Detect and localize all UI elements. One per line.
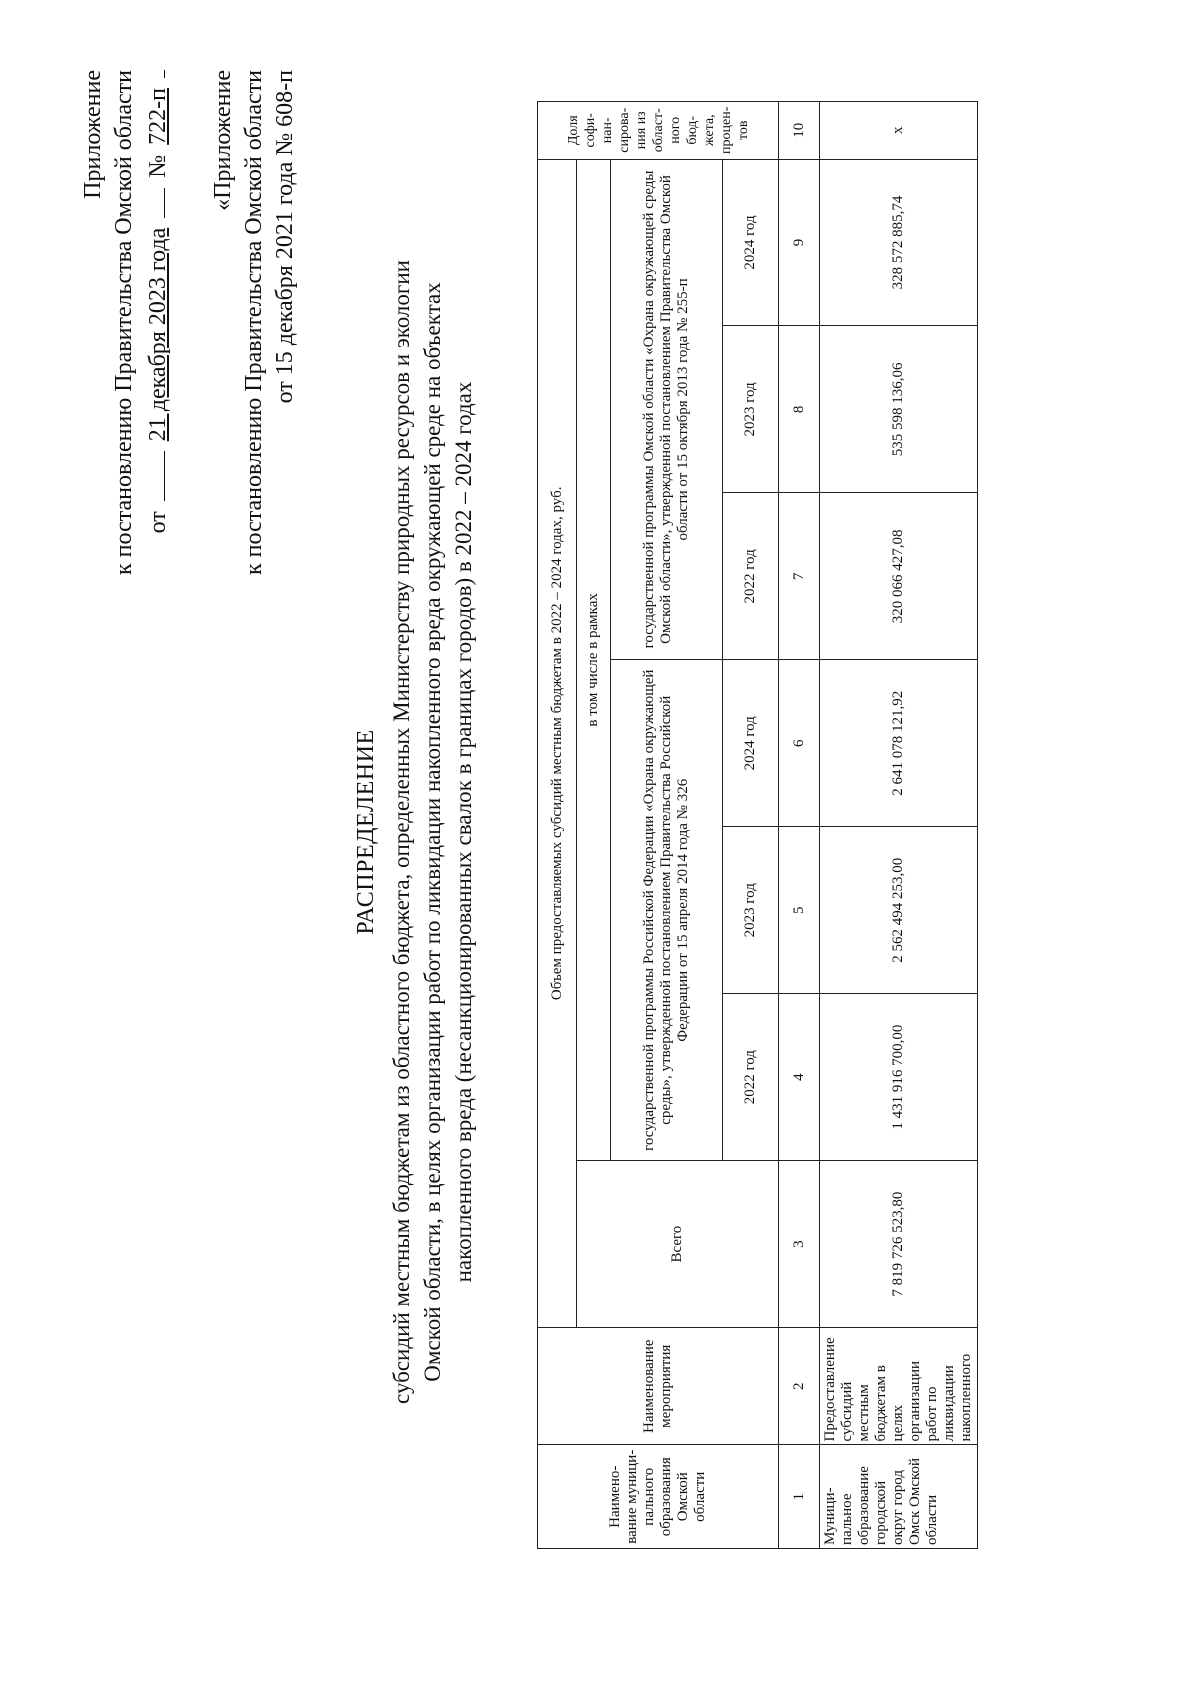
header-municipality: Наимено-вание муници-пального образования Омской области: [538, 1445, 779, 1549]
column-number: 6: [779, 660, 820, 827]
subtitle-line-3: накопленного вреда (несанкционированных свалок в границах городов) в 2022 – 2024 годах: [451, 381, 476, 1283]
row-fed-2022: 1 431 916 700,00: [820, 994, 978, 1161]
column-number: 9: [779, 159, 820, 326]
row-reg-2024: 328 572 885,74: [820, 159, 978, 326]
year-header: 2023 год: [723, 326, 779, 493]
document-title-block: [350, 157, 479, 1507]
column-number: 1: [779, 1445, 820, 1549]
appendix-label: Приложение: [80, 70, 106, 199]
resolution-reference: к постановлению Правительства Омской области: [111, 70, 137, 576]
blank-line: [140, 451, 165, 501]
year-header: 2023 год: [723, 827, 779, 994]
column-number: 3: [779, 1161, 820, 1328]
resolution-date-number: [140, 70, 174, 830]
table-row: [820, 102, 978, 1549]
distribution-table: [537, 101, 978, 1549]
column-number: 7: [779, 493, 820, 660]
header-volume: Объем предоставляемых субсидий местным бюджетам в 2022 – 2024 годах, руб.: [538, 159, 577, 1328]
row-share: х: [820, 102, 978, 160]
document-title: РАСПРЕДЕЛЕНИЕ: [353, 729, 379, 935]
row-reg-2022: 320 066 427,08: [820, 493, 978, 660]
year-header: 2022 год: [723, 994, 779, 1161]
column-number: 5: [779, 827, 820, 994]
from-prefix: от: [145, 511, 171, 534]
resolution-number: 722-п: [145, 88, 171, 145]
header-activity: Наименование мероприятия: [538, 1328, 779, 1445]
header-share: Доля софи-нан-сирова-ния из област-ного бюд-жета, процен-тов: [538, 102, 779, 160]
row-activity: Предоставление субсидий местным бюджетам в целях организации работ по ликвидации накопленного: [820, 1328, 978, 1445]
header-federal-program: государственной программы Российской Федерации «Охрана окружающей среды», утвержденной постановлением Правительства Российской Федерации от 15 апреля 2014 года № 326: [611, 660, 723, 1161]
header-row-1: [538, 102, 577, 1549]
previous-appendix-label: «Приложение: [210, 70, 236, 211]
header-regional-program: государственной программы Омской области «Охрана окружающей среды Омской области», утвержденной постановлением Правительства Омской области от 15 октября 2013 года № 255-п: [611, 159, 723, 660]
column-number: 4: [779, 994, 820, 1161]
column-number: 10: [779, 102, 820, 160]
row-total: 7 819 726 523,80: [820, 1161, 978, 1328]
subtitle-line-1: субсидий местным бюджетам из областного бюджета, определенных Министерству природных ресурсов и экологии: [389, 260, 414, 1404]
previous-resolution-date-number: от 15 декабря 2021 года № 608-п: [272, 70, 298, 404]
row-municipality: Муници-пальное образование городской округ город Омск Омской области: [820, 1445, 978, 1549]
row-fed-2024: 2 641 078 121,92: [820, 660, 978, 827]
header-total: Всего: [577, 1161, 779, 1328]
year-header: 2024 год: [723, 159, 779, 326]
document-header: [78, 70, 301, 830]
column-number: 8: [779, 326, 820, 493]
blank-line: [140, 70, 165, 78]
column-number: 2: [779, 1328, 820, 1445]
subtitle-line-2: Омской области, в целях организации работ по ликвидации накопленного вреда окружающей среде на объектах: [420, 282, 445, 1382]
number-sign: №: [145, 154, 171, 178]
year-header: 2024 год: [723, 660, 779, 827]
row-reg-2023: 535 598 136,06: [820, 326, 978, 493]
previous-resolution-reference: к постановлению Правительства Омской области: [241, 70, 267, 576]
row-fed-2023: 2 562 494 253,00: [820, 827, 978, 994]
year-header: 2022 год: [723, 493, 779, 660]
resolution-date: 21 декабря 2023 года: [145, 227, 171, 442]
blank-line: [140, 188, 165, 218]
column-number-row: [779, 102, 820, 1549]
header-including: в том числе в рамках: [577, 159, 611, 1161]
